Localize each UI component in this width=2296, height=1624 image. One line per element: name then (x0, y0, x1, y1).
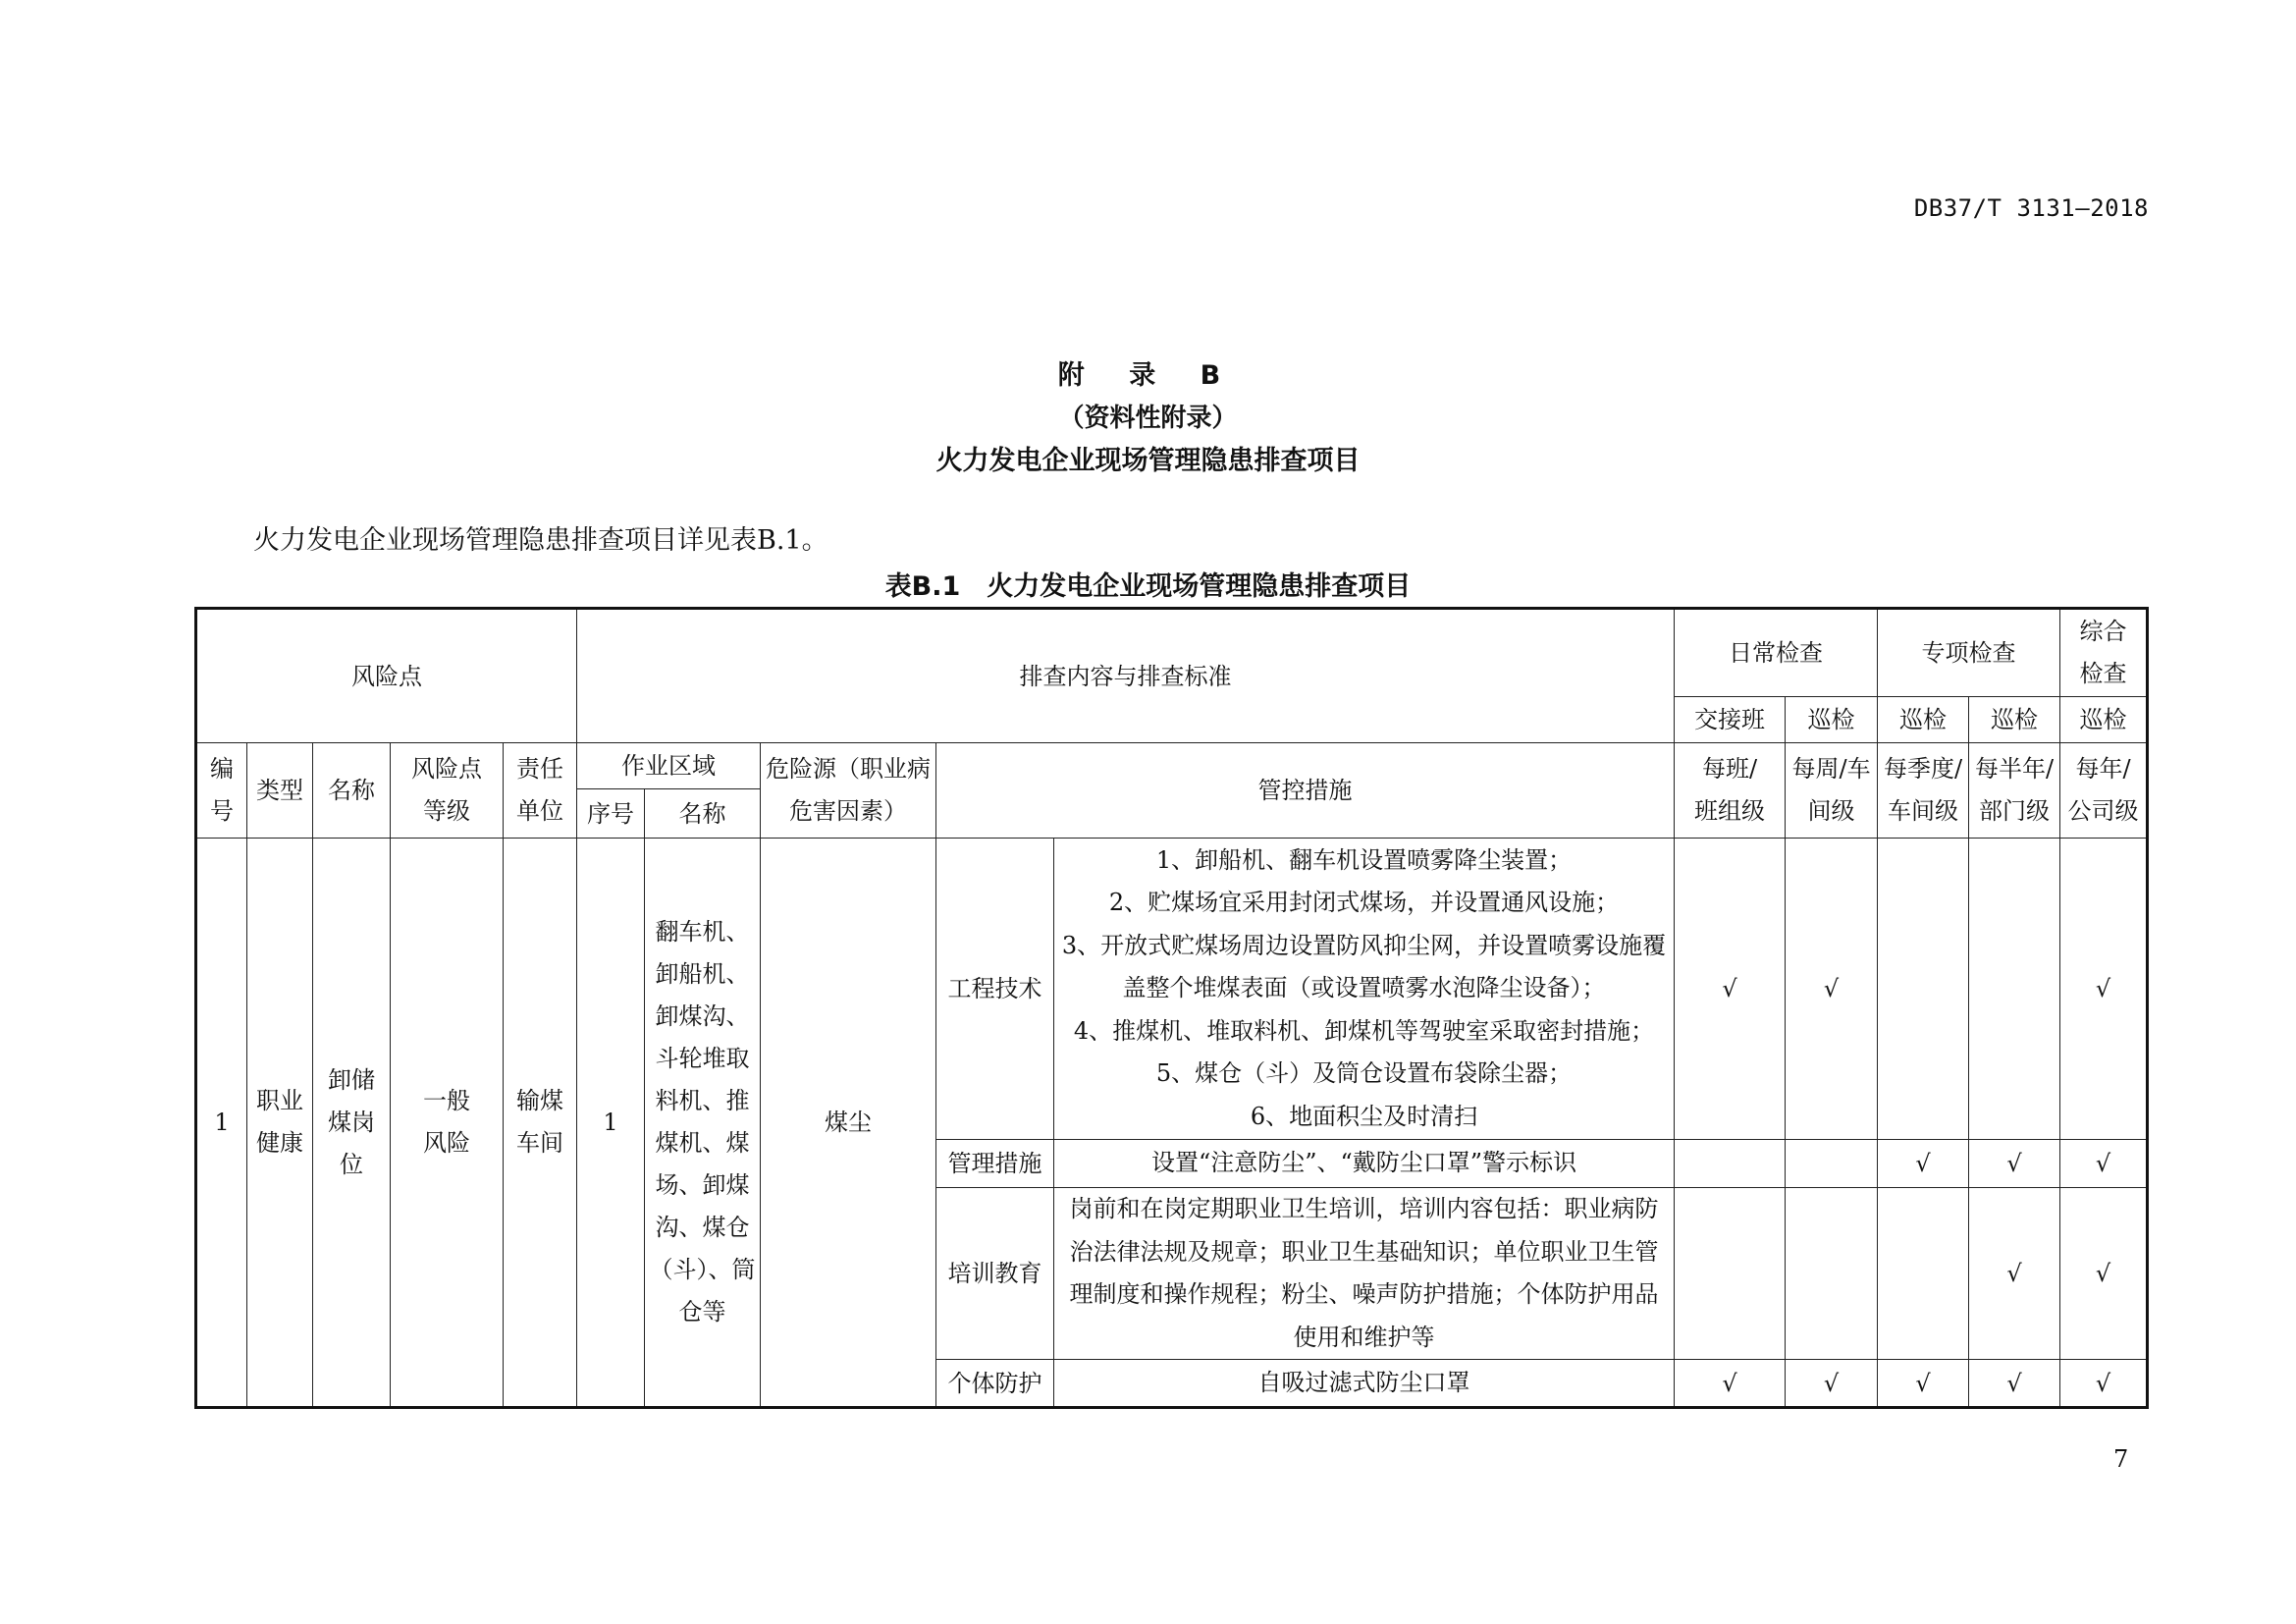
appendix-title: 火力发电企业现场管理隐患排查项目 (935, 446, 1361, 476)
measure-line: 自吸过滤式防尘口罩 (1257, 1368, 1470, 1396)
measure-line: 2、贮煤场宜采用封闭式煤场，并设置通风设施； (1108, 889, 1620, 917)
header-special-check: 专项检查 (1878, 609, 2060, 697)
header-control-measures: 管控措施 (936, 743, 1675, 839)
check-mark (1675, 1188, 1786, 1360)
header-frequency-halfyear: 每半年/部门级 (1969, 743, 2060, 839)
cell-responsible-unit: 输煤车间 (504, 839, 577, 1408)
measure-line: 岗前和在岗定期职业卫生培训，培训内容包括：职业病防 (1069, 1195, 1659, 1222)
check-mark: √ (1786, 1360, 1878, 1408)
measure-line: 1、卸船机、翻车机设置喷雾降尘装置； (1155, 845, 1573, 874)
header-risk-level: 风险点等级 (391, 743, 504, 839)
measure-detail (1054, 1360, 1675, 1408)
measure-line: 理制度和操作规程；粉尘、噪声防护措施；个体防护用品 (1069, 1280, 1659, 1308)
cell-hazard-source: 煤尘 (761, 839, 936, 1408)
header-name: 名称 (313, 743, 391, 839)
measure-line: 4、推煤机、堆取料机、卸煤机等驾驶室采取密封措施； (1073, 1016, 1655, 1045)
appendix-nature: （资料性附录） (1058, 404, 1238, 433)
cell-area-name: 翻车机、卸船机、卸煤沟、斗轮堆取料机、推煤机、煤场、卸煤沟、煤仓（斗）、筒仓等 (645, 839, 761, 1408)
cell-post-name: 卸储煤岗位 (313, 839, 391, 1408)
check-mark: √ (1969, 1140, 2060, 1188)
check-mark (1969, 839, 2060, 1140)
header-frequency-quarter: 每季度/车间级 (1878, 743, 1969, 839)
measure-detail (1054, 839, 1675, 1140)
header-work-area: 作业区域 (577, 743, 761, 789)
header-risk-point: 风险点 (196, 609, 577, 743)
header-comprehensive-check: 综合检查 (2060, 609, 2148, 697)
hazard-check-table (194, 607, 2149, 1409)
header-frequency-shift: 每班/班组级 (1675, 743, 1786, 839)
header-shift-handover: 交接班 (1675, 697, 1786, 743)
check-mark (1878, 1188, 1969, 1360)
check-mark: √ (2060, 1140, 2148, 1188)
measure-category: 工程技术 (936, 839, 1054, 1140)
check-mark (1675, 1140, 1786, 1188)
header-hazard-source: 危险源（职业病危害因素） (761, 743, 936, 839)
check-mark: √ (1969, 1188, 2060, 1360)
check-mark: √ (1675, 1360, 1786, 1408)
measure-detail (1054, 1140, 1675, 1188)
check-mark: √ (2060, 1360, 2148, 1408)
measure-line: 5、煤仓（斗）及筒仓设置布袋除尘器； (1155, 1059, 1573, 1088)
header-patrol: 巡检 (2060, 697, 2148, 743)
check-mark (1878, 839, 1969, 1140)
header-number: 编号 (196, 743, 247, 839)
measure-detail (1054, 1188, 1675, 1360)
check-mark (1786, 1140, 1878, 1188)
check-mark (1786, 1188, 1878, 1360)
check-mark: √ (2060, 839, 2148, 1140)
check-mark: √ (1969, 1360, 2060, 1408)
cell-type: 职业健康 (247, 839, 313, 1408)
header-daily-check: 日常检查 (1675, 609, 1878, 697)
check-mark: √ (1878, 1140, 1969, 1188)
measure-category: 个体防护 (936, 1360, 1054, 1408)
header-type: 类型 (247, 743, 313, 839)
check-mark: √ (1786, 839, 1878, 1140)
table-caption: 表B.1 火力发电企业现场管理隐患排查项目 (884, 571, 1412, 602)
header-patrol: 巡检 (1969, 697, 2060, 743)
intro-paragraph: 火力发电企业现场管理隐患排查项目详见表B.1。 (253, 525, 828, 556)
measure-line: 使用和维护等 (1293, 1323, 1435, 1351)
check-mark: √ (2060, 1188, 2148, 1360)
measure-category: 培训教育 (936, 1188, 1054, 1360)
document-code: DB37/T 3131—2018 (1913, 194, 2149, 222)
cell-number: 1 (196, 839, 247, 1408)
cell-risk-level: 一般风险 (391, 839, 504, 1408)
cell-area-number: 1 (577, 839, 645, 1408)
check-mark: √ (1878, 1360, 1969, 1408)
header-patrol: 巡检 (1786, 697, 1878, 743)
appendix-label: 附 录 B (1057, 360, 1239, 391)
measure-line: 盖整个堆煤表面（或设置喷雾水泡降尘设备）； (1122, 974, 1606, 1002)
check-mark: √ (1675, 839, 1786, 1140)
header-patrol: 巡检 (1878, 697, 1969, 743)
header-responsible-unit: 责任单位 (504, 743, 577, 839)
header-frequency-week: 每周/车间级 (1786, 743, 1878, 839)
header-area-number: 序号 (577, 789, 645, 839)
measure-line: 治法律法规及规章；职业卫生基础知识；单位职业卫生管 (1069, 1237, 1659, 1266)
measure-line: 6、地面积尘及时清扫 (1250, 1102, 1478, 1130)
measure-line: 设置“注意防尘”、“戴防尘口罩”警示标识 (1151, 1149, 1577, 1177)
measure-line: 3、开放式贮煤场周边设置防风抑尘网，并设置喷雾设施覆 (1061, 931, 1667, 959)
appendix-titles (0, 355, 2296, 483)
measure-category: 管理措施 (936, 1140, 1054, 1188)
header-check-content: 排查内容与排查标准 (577, 609, 1675, 743)
header-area-name: 名称 (645, 789, 761, 839)
header-frequency-year: 每年/公司级 (2060, 743, 2148, 839)
page-number: 7 (2113, 1445, 2129, 1473)
